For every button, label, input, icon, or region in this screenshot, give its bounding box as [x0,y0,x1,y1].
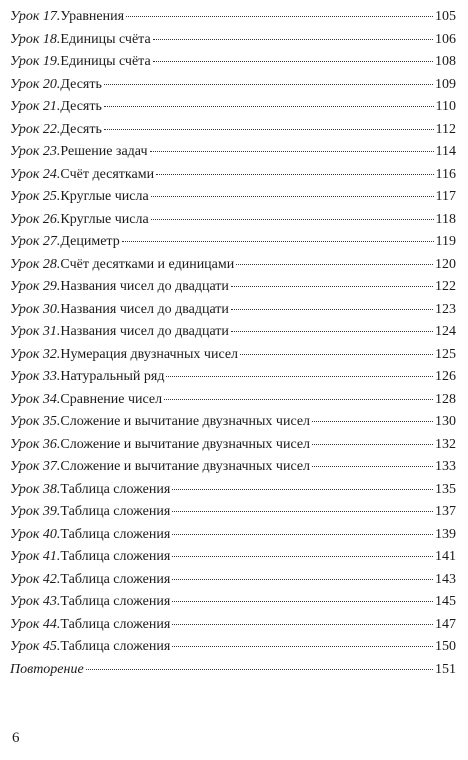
toc-lesson-label: Урок 38 [10,481,57,497]
toc-entry [10,344,456,367]
toc-entry [10,231,456,254]
toc-dot-leader [164,399,433,400]
toc-dot-leader [153,39,433,40]
toc-dot-leader [231,286,433,287]
toc-separator: . [56,189,61,204]
toc-dot-leader [312,421,433,422]
toc-lesson-label: Урок 42 [10,571,57,587]
toc-separator: . [56,391,61,407]
toc-separator: . [56,481,61,497]
toc-separator: . [56,99,61,114]
toc-entry [10,659,456,682]
toc-lesson-label: Урок 27 [10,234,57,249]
toc-dot-leader [172,489,433,490]
toc-dot-leader [231,309,433,310]
toc-page-number: 145 [435,594,456,609]
toc-lesson-label: Урок 33 [10,369,57,384]
toc-title: Десять [60,76,102,92]
toc-dot-leader [172,556,433,557]
toc-lesson-label: Урок 35 [10,414,57,429]
toc-title: Единицы счёта [60,54,151,69]
toc-entry [10,366,456,389]
toc-lesson-label: Урок 36 [10,436,57,452]
toc-page-number: 150 [435,639,456,654]
toc-dot-leader [126,16,433,17]
toc-title: Десять [60,121,102,137]
toc-title: Круглые числа [60,211,149,227]
toc-separator: . [56,414,61,429]
toc-dot-leader [312,466,433,467]
toc-separator: . [56,256,61,272]
toc-entry [10,141,456,164]
toc-lesson-label: Урок 43 [10,594,57,609]
toc-dot-leader [104,84,433,85]
toc-dot-leader [172,534,433,535]
toc-dot-leader [240,354,433,355]
toc-separator: . [56,594,61,609]
toc-title: Нумерация двузначных чисел [60,346,239,362]
toc-page-number: 117 [435,189,456,204]
toc-entry [10,51,456,74]
toc-title: Названия чисел до двадцати [60,301,229,317]
toc-dot-leader [104,106,434,107]
toc-separator: . [56,324,61,339]
toc-title: Таблица сложения [60,594,171,609]
toc-dot-leader [172,646,433,647]
toc-page-number: 143 [435,571,456,587]
toc-page-number: 147 [435,616,456,632]
toc-entry [10,636,456,659]
toc-entry [10,524,456,547]
toc-lesson-label: Урок 28 [10,256,57,272]
toc-page-number: 151 [435,661,456,677]
toc-title: Таблица сложения [60,571,171,587]
toc-title: Сложение и вычитание двузначных чисел [60,414,311,429]
toc-page-number: 124 [435,324,456,339]
toc-dot-leader [151,219,434,220]
toc-entry [10,29,456,52]
toc-separator: . [56,211,61,227]
toc-lesson-label: Урок 31 [10,324,57,339]
toc-page-number: 126 [435,369,456,384]
toc-title: Сравнение чисел [60,391,163,407]
toc-title: Таблица сложения [60,481,171,497]
toc-dot-leader [166,376,433,377]
toc-entry [10,96,456,119]
toc-separator: . [56,279,61,294]
toc-entry [10,299,456,322]
toc-title: Названия чисел до двадцати [60,324,229,339]
toc-lesson-label: Урок 40 [10,526,57,542]
toc-title: Таблица сложения [60,639,171,654]
toc-lesson-label: Урок 17 [10,9,57,24]
toc-separator: . [56,436,61,452]
toc-separator: . [56,301,61,317]
toc-lesson-label: Урок 34 [10,391,57,407]
toc-separator: . [56,459,61,474]
toc-lesson-label: Урок 19 [10,54,57,69]
toc-dot-leader [172,579,433,580]
toc-dot-leader [172,511,433,512]
toc-title: Названия чисел до двадцати [60,279,229,294]
toc-entry [10,74,456,97]
toc-lesson-label: Урок 32 [10,346,57,362]
toc-page-number: 108 [435,54,456,69]
toc-title: Сложение и вычитание двузначных чисел [60,459,311,474]
toc-page-number: 112 [435,121,456,137]
toc-entry [10,6,456,29]
toc-entry [10,209,456,232]
toc-separator: . [56,639,61,654]
toc-page-number: 125 [435,346,456,362]
toc-dot-leader [236,264,433,265]
toc-lesson-label: Урок 37 [10,459,57,474]
toc-entry [10,456,456,479]
toc-page-number: 141 [435,549,456,564]
toc-lesson-label: Урок 23 [10,144,57,159]
toc-page-number: 106 [435,31,456,47]
toc-lesson-label: Урок 25 [10,189,57,204]
toc-title: Круглые числа [60,189,149,204]
toc-title: Дециметр [60,234,120,249]
toc-dot-leader [122,241,434,242]
toc-dot-leader [86,669,433,670]
toc-lesson-label: Урок 44 [10,616,57,632]
toc-separator: . [56,234,61,249]
toc-separator: . [56,346,61,362]
toc-title: Десять [60,99,102,114]
toc-page-number: 135 [435,481,456,497]
toc-page-number: 105 [435,9,456,24]
toc-page-number: 139 [435,526,456,542]
toc-entry [10,254,456,277]
table-of-contents [10,6,456,681]
toc-separator: . [56,369,61,384]
toc-page-number: 120 [435,256,456,272]
toc-separator: . [56,54,61,69]
toc-dot-leader [156,174,433,175]
toc-entry [10,389,456,412]
toc-entry [10,501,456,524]
toc-title: Счёт десятками и единицами [60,256,235,272]
toc-title: Таблица сложения [60,616,171,632]
toc-entry [10,569,456,592]
toc-separator: . [56,31,61,47]
toc-entry [10,411,456,434]
toc-entry [10,614,456,637]
toc-lesson-label: Повторение [10,661,84,677]
toc-separator: . [56,166,61,182]
toc-page-number: 116 [435,166,456,182]
toc-entry [10,164,456,187]
toc-page-number: 133 [435,459,456,474]
toc-lesson-label: Урок 18 [10,31,57,47]
toc-dot-leader [150,151,434,152]
toc-separator: . [56,144,61,159]
toc-entry [10,546,456,569]
toc-page-number: 114 [435,144,456,159]
toc-separator: . [56,9,61,24]
toc-entry [10,479,456,502]
toc-separator: . [56,121,61,137]
toc-lesson-label: Урок 24 [10,166,57,182]
toc-lesson-label: Урок 30 [10,301,57,317]
toc-page-number: 123 [435,301,456,317]
toc-dot-leader [151,196,434,197]
toc-entry [10,321,456,344]
toc-lesson-label: Урок 21 [10,99,57,114]
toc-title: Уравнения [60,9,125,24]
toc-title: Счёт десятками [60,166,155,182]
toc-lesson-label: Урок 45 [10,639,57,654]
toc-separator: . [56,549,61,564]
toc-entry [10,591,456,614]
toc-separator: . [56,616,61,632]
toc-lesson-label: Урок 41 [10,549,57,564]
toc-page-number: 130 [435,414,456,429]
toc-lesson-label: Урок 22 [10,121,57,137]
toc-page-number: 109 [435,76,456,92]
toc-separator: . [56,526,61,542]
toc-title: Единицы счёта [60,31,151,47]
toc-page-number: 132 [435,436,456,452]
toc-page-number: 118 [435,211,456,227]
toc-entry [10,119,456,142]
toc-entry [10,186,456,209]
toc-title: Таблица сложения [60,526,171,542]
toc-separator: . [56,76,61,92]
toc-entry [10,276,456,299]
toc-lesson-label: Урок 29 [10,279,57,294]
toc-title: Таблица сложения [60,504,171,519]
toc-dot-leader [172,601,433,602]
toc-page-number: 110 [435,99,456,114]
toc-page-number: 128 [435,391,456,407]
page-number: 6 [12,730,20,746]
toc-dot-leader [231,331,433,332]
toc-entry [10,434,456,457]
toc-title: Таблица сложения [60,549,171,564]
toc-title: Решение задач [60,144,148,159]
toc-lesson-label: Урок 20 [10,76,57,92]
toc-dot-leader [312,444,433,445]
toc-page-number: 122 [435,279,456,294]
toc-title: Натуральный ряд [60,369,165,384]
toc-lesson-label: Урок 39 [10,504,57,519]
toc-page-number: 119 [435,234,456,249]
toc-dot-leader [153,61,433,62]
toc-lesson-label: Урок 26 [10,211,57,227]
toc-separator: . [56,571,61,587]
toc-page-number: 137 [435,504,456,519]
toc-dot-leader [172,624,433,625]
toc-title: Сложение и вычитание двузначных чисел [60,436,311,452]
toc-dot-leader [104,129,434,130]
toc-separator: . [56,504,61,519]
